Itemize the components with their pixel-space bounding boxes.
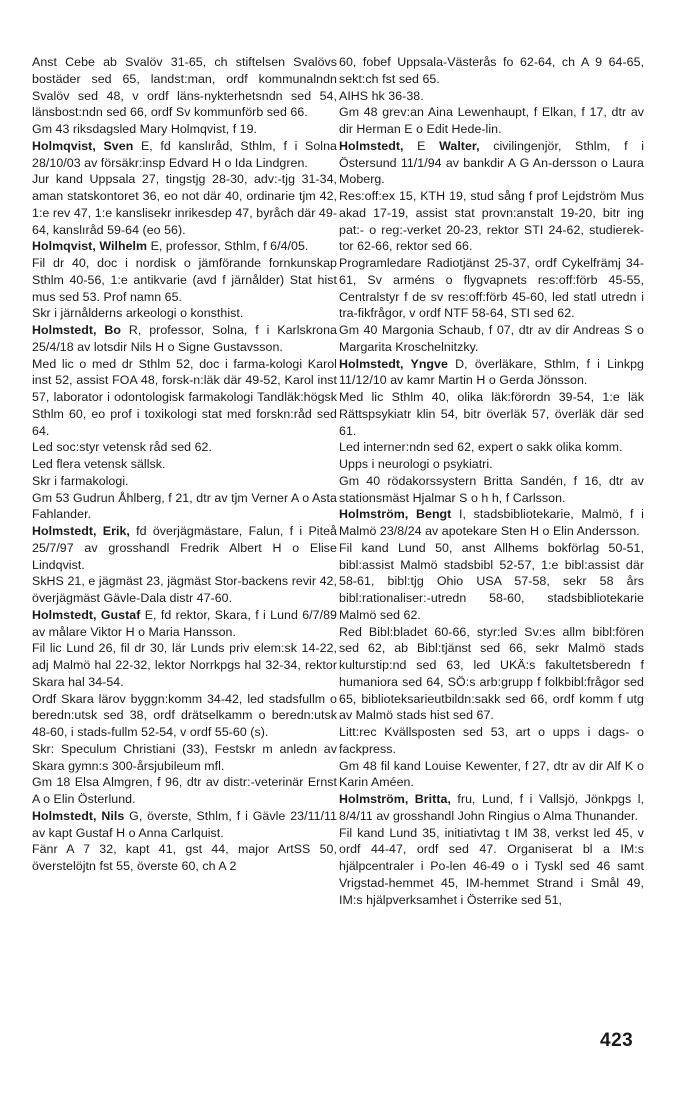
entry-text: Skr i farmakologi. [32, 473, 129, 488]
entry-text: Fänr A 7 32, kapt 41, gst 44, major ArtSS 50, överstelöjtn fst 55, överste 60, ch A 2 [32, 842, 337, 873]
left-column [32, 54, 337, 875]
entry-text: Led soc:styr vetensk råd sed 62. [32, 440, 212, 455]
entry-paragraph [339, 456, 644, 473]
entry-name: Holmstedt, Yngve [339, 356, 448, 371]
entry-paragraph [339, 188, 644, 255]
entry-paragraph [32, 573, 337, 607]
entry-text: Upps i neurologi o psykiatri. [339, 457, 493, 471]
page-number: 423 [600, 1030, 634, 1051]
entry-name: Holmqvist, Wilhelm [32, 239, 148, 254]
entry-text: Programledare Radiotjänst 25-37, ordf Cykelfrämj 34-61, Sv arméns o flygvapnets res:off:förb 45-55, Centralstyr f de sv res:off:förb 45-60, led statl utredn i tra-fikfrågor, v ordf NTF 58-64, STI sed 62. [339, 256, 644, 321]
entry-text: Red Bibl:bladet 60-66, styr:led Sv:es allm bibl:fören sed 62, ab Bibl:tjänst sed 66, sekr Malmö stads kulturstip:nd sed 63, led UKÄ:s fakultetsberedn f humaniora sed 64, SÖ:s arb:grupp f folkbibl:frågor sed 65, biblioteksarieutbildn:sakk sed 66, ordf komm f utg av Malmö stads hist sed 67. [339, 624, 644, 723]
entry-paragraph [32, 841, 337, 875]
entry-paragraph [32, 121, 337, 138]
entry-name: Holmstedt, Bo [32, 323, 121, 337]
entry-text: E, fd kanslıråd, Sthlm, f i Solna 28/10/03 av försäkr:insp Edvard H o Ida Lindgren. [32, 138, 337, 170]
entry-paragraph [32, 255, 337, 305]
right-column [339, 54, 644, 908]
biography-entry [32, 523, 337, 573]
biography-entry [339, 138, 644, 188]
entry-text: Gm 40 Margonia Schaub, f 07, dtr av dir Andreas S o Margarita Kroschelnitzky. [339, 323, 644, 354]
entry-paragraph [339, 825, 644, 909]
entry-paragraph [339, 624, 644, 725]
entry-paragraph [32, 490, 337, 524]
entry-text: D, överläkare, Sthlm, f i Linkpg 11/12/10 av kamr Martin H o Gerda Jönsson. [339, 356, 644, 388]
entry-paragraph [339, 724, 644, 758]
entry-text: fru, Lund, f i Vallsjö, Jönkpgs l, 8/4/11 av grosshandl John Ringius o Alma Thunander. [339, 792, 644, 823]
entry-paragraph [339, 54, 644, 88]
entry-text: Fil lic Lund 26, fil dr 30, lär Lunds priv elem:sk 14-22, adj Malmö hal 22-32, lektor Norrkpgs hal 32-34, rektor Skara hal 34-54. [32, 641, 337, 689]
entry-text: E, fd rektor, Skara, f i Lund 6/7/89 av målare Viktor H o Maria Hansson. [32, 607, 337, 639]
entry-name: Holmstedt, Nils [32, 808, 125, 823]
entry-text: Litt:rec Kvällsposten sed 53, art o upps i dags- o fackpress. [339, 725, 644, 756]
entry-paragraph [339, 88, 644, 105]
entry-paragraph [339, 473, 644, 507]
entry-paragraph [339, 255, 644, 322]
biography-entry [339, 791, 644, 825]
biography-entry [32, 238, 337, 255]
entry-text: Gm 40 rödakorssystern Britta Sandén, f 16, dtr av stationsmäst Hjalmar S o h h, f Carlsson. [339, 473, 644, 505]
entry-name: Walter, [439, 138, 480, 153]
entry-paragraph [32, 54, 337, 121]
entry-text: Fil kand Lund 50, anst Allhems bokförlag 50-51, bibl:assist Malmö stadsbibl 52-57, 1:e bibl:assist där 58-61, bibl:tjg Ohio USA 57-58, sekr 58 års bibl:rationaliser:-utredn 58-60, stadsbibliotekarie Malmö sed 62. [339, 540, 644, 622]
entry-text: Anst Cebe ab Svalöv 31-65, ch stiftelsen Svalövs bostäder sed 65, landst:man, ordf kommunalndn Svalöv sed 48, v ordf läns-nykterhetsndn sed 54, länsbost:ndn sed 66, ordf Sv kommunförb sed 66. [32, 55, 337, 120]
entry-name: Holmstedt, Erik, [32, 524, 130, 538]
entry-text: Gm 48 fil kand Louise Kewenter, f 27, dtr av dir Alf K o Karin Améen. [339, 758, 644, 790]
entry-text: Gm 53 Gudrun Åhlberg, f 21, dtr av tjm Verner A o Asta Fahlander. [32, 490, 337, 522]
entry-text: fd överjägmästare, Falun, f i Piteå 25/7/97 av grosshandl Fredrik Albert H o Elise Lindqvist. [32, 524, 337, 572]
entry-text: Ordf Skara lärov byggn:komm 34-42, led stadsfullm o beredn:utsk sed 38, ordf drätselkamm o beredn:utsk 48-60, i stads-fullm 52-54, v ordf 55-60 (s). [32, 691, 337, 739]
entry-text: Gm 48 grev:an Aina Lewenhaupt, f Elkan, f 17, dtr av dir Herman E o Edit Hede-lin. [339, 105, 644, 136]
entry-text: Skr: Speculum Christiani (33), Festskr m anledn av Skara gymn:s 300-årsjubileum mfl. [32, 741, 337, 773]
entry-text: Med lic o med dr Sthlm 52, doc i farma-kologi Karol inst 52, assist FOA 48, forsk-n:läk där 49-52, Karol inst 57, laborator i odontologisk farmakologi Tandläk:högsk Sthlm 60, eo prof i toxikologi stat med forskn:råd sed 64. [32, 356, 337, 438]
entry-paragraph [32, 473, 337, 490]
entry-paragraph [339, 389, 644, 439]
entry-text: Fil dr 40, doc i nordisk o jämförande fornkunskap Sthlm 40-56, 1:e antikvarie (avd f järnålder) Stat hist mus sed 53. Prof namn 65. [32, 256, 337, 304]
biography-entry [339, 506, 644, 540]
entry-text: Gm 43 riksdagsled Mary Holmqvist, f 19. [32, 122, 258, 136]
entry-name: Holmström, Bengt [339, 507, 452, 522]
entry-paragraph [32, 439, 337, 456]
biography-entry [32, 138, 337, 172]
entry-text: Skr i järnålderns arkeologi o konsthist. [32, 306, 244, 321]
entry-paragraph [339, 439, 644, 456]
entry-paragraph [339, 540, 644, 624]
entry-text: SkHS 21, e jägmäst 23, jägmäst Stor-backens revir 42, överjägmäst Gävle-Dala distr 47-60. [32, 574, 337, 605]
entry-text: Led flera vetensk sällsk. [32, 457, 166, 471]
entry-paragraph [32, 305, 337, 322]
entry-text: Gm 18 Elsa Almgren, f 96, dtr av distr:-veterinär Ernst A o Elin Österlund. [32, 775, 337, 806]
entry-paragraph [32, 356, 337, 440]
entry-paragraph [339, 104, 644, 138]
entry-name: Holmstedt, [339, 138, 404, 153]
biography-entry [32, 808, 337, 842]
entry-text: civilingenjör, Sthlm, f i Östersund 11/1/94 av bankdir A G An-dersson o Laura Moberg. [339, 138, 644, 187]
entry-text: G, överste, Sthlm, f i Gävle 23/11/11 av kapt Gustaf H o Anna Carlquist. [32, 808, 337, 840]
entry-text: R, professor, Solna, f i Karlskrona 25/4/18 av lotsdir Nils H o Signe Gustavsson. [32, 323, 337, 354]
biography-entry [339, 356, 644, 390]
biography-entry [32, 607, 337, 641]
entry-paragraph [32, 691, 337, 741]
entry-paragraph [32, 640, 337, 690]
entry-paragraph [32, 171, 337, 238]
entry-paragraph [339, 758, 644, 792]
entry-name: Holmström, Britta, [339, 792, 451, 806]
biography-entry [32, 322, 337, 356]
entry-text: I, stadsbibliotekarie, Malmö, f i Malmö 23/8/24 av apotekare Sten H o Elin Andersson. [339, 507, 644, 538]
entry-paragraph [32, 774, 337, 808]
entry-text: Med lic Sthlm 40, olika läk:förordn 39-54, 1:e läk Rättspsykiatr klin 54, bitr överläk 57, överläk där sed 61. [339, 390, 644, 438]
entry-text: AIHS hk 36-38. [339, 88, 424, 103]
entry-text: Jur kand Uppsala 27, tingstjg 28-30, adv:-tjg 31-34, aman statskontoret 36, eo not där 40, ordinarie tjm 42, 1:e rev 47, 1:e kanslisekr inrikesdep 47, byråch där 49-64, kanslıråd 59-64 (eo 56). [32, 172, 337, 237]
entry-text: 60, fobef Uppsala-Västerås fo 62-64, ch A 9 64-65, sekt:ch fst sed 65. [339, 55, 644, 86]
entry-name: Holmstedt, Gustaf [32, 607, 141, 622]
entry-paragraph [339, 322, 644, 356]
entry-text: E [403, 138, 440, 153]
entry-paragraph [32, 456, 337, 473]
entry-text: Res:off:ex 15, KTH 19, stud sång f prof Lejdström Mus akad 17-19, assist stat provn:anstalt 19-20, bitr ing pat:- o reg:-verket 20-23, rektor STI 24-62, studierek-tor 62-66, rektor sed 66. [339, 189, 644, 254]
entry-paragraph [32, 741, 337, 775]
entry-text: Fil kand Lund 35, initiativtag t IM 38, verkst led 45, v ordf 44-47, ordf sed 47. Organiserat bl a IM:s hjälpcentraler i Po-len 46-49 o i Tyskl sed 46 samt Vrigstad-hemmet 45, IM-hemmet Strand i Smål 49, IM:s hjälpverksamhet i Österrike sed 51, [339, 825, 644, 907]
entry-text: Led interner:ndn sed 62, expert o sakk olika komm. [339, 440, 623, 455]
entry-text: E, professor, Sthlm, f 6/4/05. [147, 239, 309, 254]
entry-name: Holmqvist, Sven [32, 138, 134, 153]
